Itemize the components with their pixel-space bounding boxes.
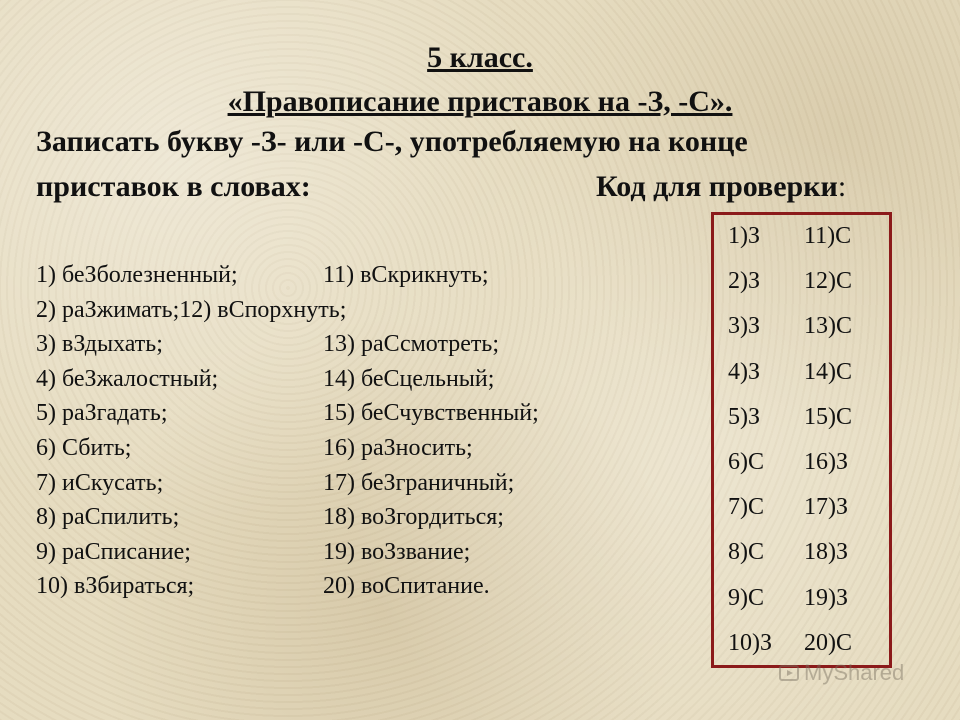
answer-key-row (714, 396, 889, 442)
word-left-item: 3) вЗдыхать; (36, 331, 163, 358)
word-right-item: 20) воСпитание. (323, 573, 490, 600)
answer-key-cell: 13)С (804, 313, 852, 340)
word-left-item: 2) раЗжимать;12) вСпорхнуть; (36, 296, 347, 323)
watermark (778, 660, 904, 686)
word-left-item: 5) раЗгадать; (36, 400, 168, 427)
answer-key-row (714, 441, 889, 487)
word-right-item: 15) беСчувственный; (323, 400, 539, 427)
word-left-item: 1) беЗболезненный; (36, 262, 238, 288)
answer-key-cell: 12)С (804, 268, 852, 295)
word-left-item: 10) вЗбираться; (36, 573, 195, 600)
answer-key-cell: 19)З (804, 584, 849, 611)
task-instruction-line1: Записать букву -З- или -С-, употребляемую на конце (36, 125, 748, 158)
answer-key-row (714, 260, 889, 306)
word-right-item: 13) раСсмотреть; (323, 331, 500, 358)
word-right-item (323, 293, 539, 328)
answer-key-label (596, 172, 846, 202)
word-right-item: 11) вСкрикнуть; (323, 262, 489, 288)
answer-key-cell: 3)З (728, 313, 761, 340)
answer-key-row (714, 577, 889, 623)
task-instruction-text: приставок в словах: (36, 170, 311, 203)
answer-key-cell: 9)С (728, 584, 764, 611)
watermark-logo-icon (778, 662, 800, 684)
answer-key-cell: 20)С (804, 629, 852, 656)
slide-title-topic: «Правописание приставок на -З, -С». (227, 85, 733, 118)
answer-key-row (714, 215, 889, 261)
answer-key-cell: 15)С (804, 403, 852, 430)
slide-title-grade: 5 класс. (427, 41, 533, 74)
answer-key-cell: 4)З (728, 358, 761, 385)
answer-key-row (714, 351, 889, 397)
word-list-left (36, 258, 346, 604)
answer-key-cell: 11)С (804, 223, 852, 249)
word-list-right (323, 258, 539, 604)
word-left-item: 9) раСписание; (36, 538, 191, 565)
answer-key-row (714, 305, 889, 351)
word-right-item: 16) раЗносить; (323, 434, 473, 461)
word-left-item: 4) беЗжалостный; (36, 365, 219, 392)
word-right-item: 17) беЗграничный; (323, 469, 515, 496)
answer-key-cell: 8)С (728, 539, 764, 566)
answer-key-colon: : (837, 170, 847, 203)
answer-key-cell: 16)З (804, 449, 849, 475)
word-right-item: 19) воЗзвание; (323, 538, 471, 565)
answer-key-box (711, 212, 892, 668)
answer-key-label-text: Код для проверки (596, 170, 838, 203)
word-left-item: 8) раСпилить; (36, 504, 180, 531)
answer-key-cell: 6)С (728, 449, 764, 475)
task-instruction-line2 (36, 172, 906, 202)
answer-key-cell: 2)З (728, 268, 761, 295)
answer-key-row (714, 531, 889, 577)
answer-key-cell: 1)З (728, 223, 761, 249)
answer-key-cell: 18)З (804, 539, 849, 566)
answer-key-cell: 10)З (728, 629, 773, 656)
word-left-item: 6) Сбить; (36, 434, 132, 461)
answer-key-cell: 5)З (728, 403, 761, 430)
answer-key-cell: 14)С (804, 358, 852, 385)
word-left-item: 7) иСкусать; (36, 469, 164, 496)
answer-key-cell: 7)С (728, 494, 764, 521)
answer-key-cell: 17)З (804, 494, 849, 521)
watermark-text: MyShared (804, 660, 905, 685)
word-right-item: 14) беСцельный; (323, 365, 495, 392)
word-right-item: 18) воЗгордиться; (323, 504, 504, 531)
answer-key-row (714, 486, 889, 532)
